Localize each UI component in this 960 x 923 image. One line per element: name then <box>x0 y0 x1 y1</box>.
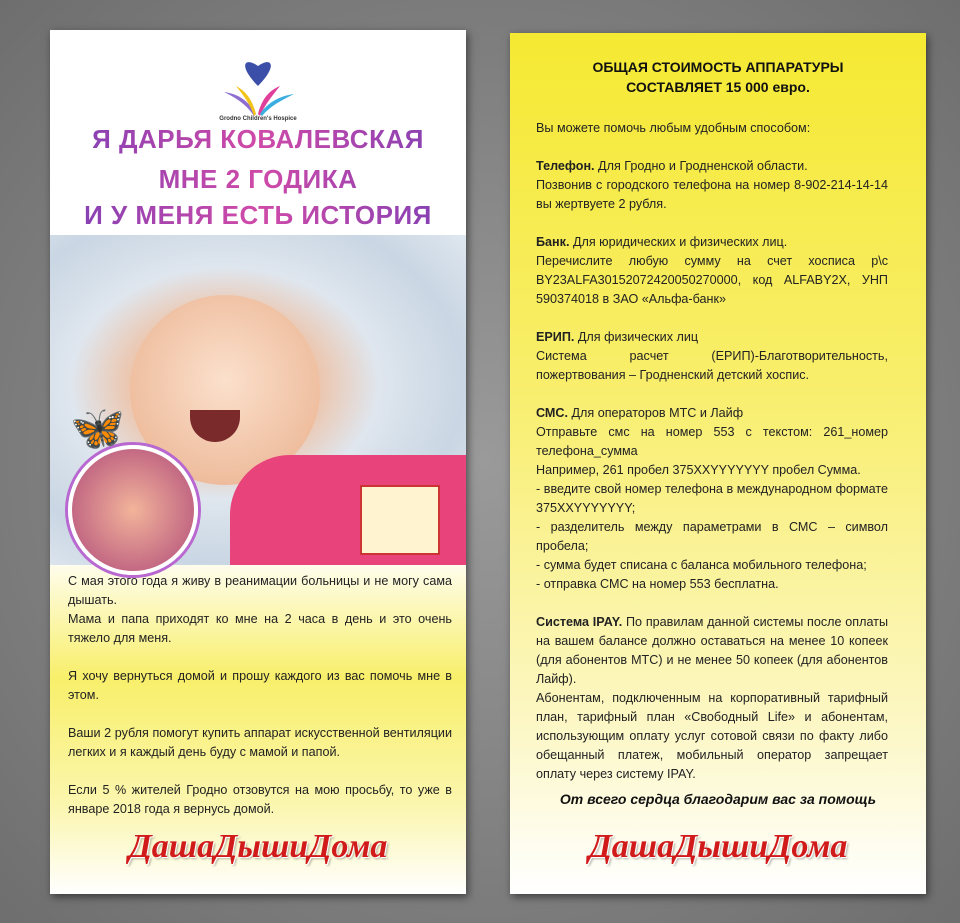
cost-title-line-2: СОСТАВЛЯЕТ 15 000 евро. <box>626 79 810 95</box>
story-paragraph: Я хочу вернуться домой и прошу каждого из вас помочь мне в этом. <box>68 669 452 702</box>
sms-line: - сумма будет списана с баланса мобильного телефона; <box>536 558 867 572</box>
flyer-back <box>510 33 926 894</box>
phone-body: Позвонив с городского телефона на номер 8-902-214-14-14 вы жертвуете 2 рубля. <box>536 178 888 211</box>
method-erip <box>536 328 888 385</box>
story-paragraph: Если 5 % жителей Гродно отзовутся на мою просьбу, то уже в январе 2018 года я вернусь домой. <box>68 783 452 816</box>
ipay-body: По правилам данной системы после оплаты на вашем балансе должно оставаться на менее 10 копеек (для абонентов МТС) и не менее 50 копеек (для абонентов Лайф). <box>536 615 889 686</box>
sms-head: Для операторов МТС и Лайф <box>568 406 744 420</box>
bank-label: Банк. <box>536 235 570 249</box>
ipay-label: Система IPAY. <box>536 615 623 629</box>
ipay-body-2: Абонентам, подключенным на корпоративный тарифный план, тарифный план «Свободный Life» и абонентам, использующим оплату услуг сотовой связи по факту либо обещанный платеж, мобильный оператор запрещает оплату через систему IPAY. <box>536 691 888 781</box>
flyer-front <box>50 30 466 894</box>
story-paragraph: С мая этого года я живу в реанимации больницы и не могу сама дышать. <box>68 574 452 607</box>
sms-line: - введите свой номер телефона в международном формате 375XXYYYYYYY; <box>536 482 888 515</box>
bank-body: Перечислите любую сумму на счет хосписа р\с BY23ALFA30152072420050270000, код ALFABY2X, УНП 590374018 в ЗАО «Альфа-банк» <box>536 254 888 306</box>
method-bank <box>536 233 888 309</box>
sms-line: - отправка СМС на номер 553 бесплатна. <box>536 577 779 591</box>
brand-slogan: ДашаДышиДома <box>588 828 848 865</box>
sms-label: СМС. <box>536 406 569 420</box>
logo-text: Grodno Children's Hospice <box>219 116 297 122</box>
story-text <box>68 572 452 838</box>
headline-line-2: МНЕ 2 ГОДИКА <box>50 164 466 195</box>
phone-head: Для Гродно и Гродненской области. <box>594 159 808 173</box>
erip-head: Для физических лиц <box>574 330 699 344</box>
intro: Вы можете помочь любым удобным способом: <box>536 121 811 135</box>
story-paragraph: Мама и папа приходят ко мне на 2 часа в день и это очень тяжело для меня. <box>68 612 452 645</box>
phone-label: Телефон. <box>536 159 595 173</box>
method-phone <box>536 157 888 214</box>
headline-line-3: И У МЕНЯ ЕСТЬ ИСТОРИЯ <box>50 200 466 231</box>
brand-slogan: ДашаДышиДома <box>128 828 388 865</box>
house-illustration <box>360 485 440 555</box>
sms-line: - разделитель между параметрами в СМС – символ пробела; <box>536 520 888 553</box>
method-sms <box>536 404 888 594</box>
thanks-text: От всего сердца благодарим вас за помощь <box>559 791 877 807</box>
bank-head: Для юридических и физических лиц. <box>569 235 788 249</box>
cost-title-line-1: ОБЩАЯ СТОИМОСТЬ АППАРАТУРЫ <box>592 59 844 75</box>
story-paragraph: Ваши 2 рубля помогут купить аппарат искусственной вентиляции легких и я каждый день буду с мамой и папой. <box>68 726 452 759</box>
donation-methods <box>536 119 888 803</box>
inset-photo <box>68 445 198 575</box>
erip-body: Система расчет (ЕРИП)-Благотворительность, пожертвования – Гродненский детский хоспис. <box>536 349 888 382</box>
sms-line: Например, 261 пробел 375XXYYYYYYY пробел Сумма. <box>536 463 861 477</box>
headline-line-1: Я ДАРЬЯ КОВАЛЕВСКАЯ <box>50 124 466 155</box>
cost-title <box>510 57 926 97</box>
butterfly-icon: 🦋 <box>70 404 125 453</box>
sms-line: Отправьте смс на номер 553 с текстом: 261_номер телефона_сумма <box>536 425 888 458</box>
erip-label: ЕРИП. <box>536 330 575 344</box>
method-ipay <box>536 613 888 784</box>
